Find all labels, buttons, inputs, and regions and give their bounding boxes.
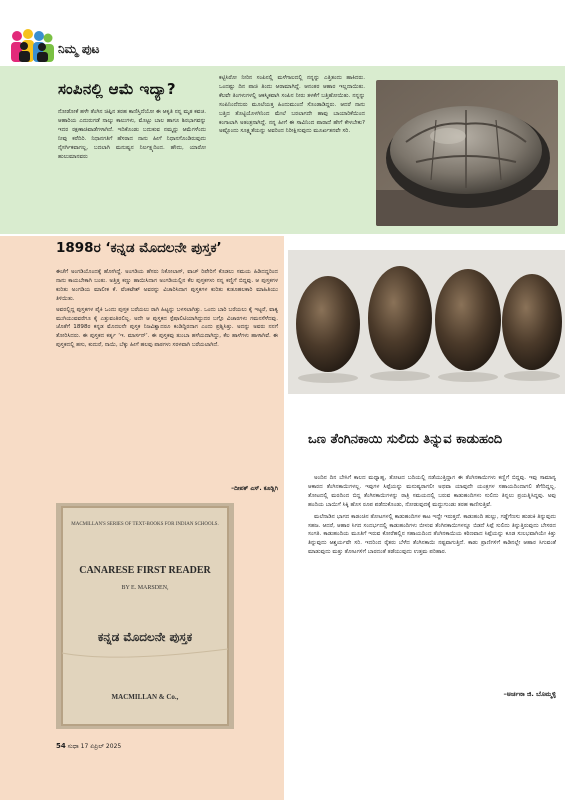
people-silhouettes-icon <box>10 26 54 62</box>
book-cover-author: BY E. MARSDEN, <box>121 585 169 591</box>
turtle-shell-photo <box>376 80 558 226</box>
dehusked-coconuts-photo <box>288 250 565 394</box>
coconut-article-paragraph: ಮಲೆನಾಡಿನ ಭಾಗದ ಕಾಡಂಚಿನ ತೋಟಗಳಲ್ಲಿ ಕಾಡುಹಂದಿಗಳ ಕಾಟ ಇದ್ದೇ ಇರುತ್ತದೆ. ಕಾಡುಹಂದಿ ಹುಲ್ಲು, ಗಡ್ಡೆಗೆಣಸು ಹುಡುಕಿ ತಿನ್ನುವುದು ಸಹಜ. ಆದರೆ, ಆಹಾರ ಸಿಗದ ಸಂದರ್ಭದಲ್ಲಿ ಕಾಡುಹಂದಿಗಳು ಬೀಳುವ ತೆಂಗಿನಕಾಯಿಗಳನ್ನೂ ಬಿಡದೆ ಸಿಪ್ಪೆ ಸುಲಿದು ತಿನ್ನುತ್ತಿರುವುದು ಬೇಸರದ ಸಂಗತಿ. ಕಾಡುಹಂದಿಯ ಮೂತಿಗೆ ಇರುವ ಕೋರೆಹಲ್ಲಿನ ಸಹಾಯದಿಂದ ತೆಂಗಿನಕಾಯಿಯ ಕಠಿಣವಾದ ಸಿಪ್ಪೆಯನ್ನು ಕೂಡ ಸುಲಭವಾಗಿಯೇ ಕಿತ್ತು ತಿನ್ನುವುದು ಆಶ್ಚರ್ಯವೇ ಸರಿ. ಇದರಿಂದ ರೈತರು ಬೆಳೆದ ತೆಂಗಿನಕಾಯಿ ನಷ್ಟವಾಗುತ್ತಿದೆ. ಕಾಡು ಪ್ರಾಣಿಗಳಿಗೆ ಕಾಡಿನಲ್ಲೇ ಆಹಾರ ಸಿಗುವಂತೆ ಮಾಡುವುದು ಮತ್ತು ತೋಟಗಳಿಗೆ ಬಾರದಂತೆ ತಡೆಯುವುದು ಉತ್ತಮ ಪರಿಹಾರ. <box>308 513 556 556</box>
book-cover-title: CANARESE FIRST READER <box>79 565 211 576</box>
page-number: 54 <box>56 742 66 750</box>
issue-info: ಸುಧಾ 17 ಏಪ್ರಿಲ್ 2025 <box>67 743 122 750</box>
turtle-article-title: ಸಂಪಿನಲ್ಲಿ ಆಮೆ ಇದ್ಯಾ? <box>58 80 176 98</box>
coconut-article-title: ಒಣ ತೆಂಗಿನಕಾಯಿ ಸುಲಿದು ತಿನ್ನುವ ಕಾಡುಹಂದಿ <box>308 432 503 447</box>
coconut-article-paragraph: ಅಂದಿನ ದಿನ ಬೇಸಿಗೆ ಕಾಲದ ಮಧ್ಯಾಹ್ನ, ತೋಟದ ಬದಿಯಲ್ಲಿ ನಡೆಯುತ್ತಿದ್ದಾಗ ಈ ತೆಂಗಿನಕಾಯಿಗಳು ಕಣ್ಣಿಗೆ ಬಿದ್ದವು. ಇವು ಸಾಮಾನ್ಯ ಆಕಾರದ ತೆಂಗಿನಕಾಯಿಗಳಲ್ಲ. ಇವುಗಳ ಸಿಪ್ಪೆಯನ್ನು ಮನುಷ್ಯರಾಗಲೀ ಅಥವಾ ಯಾವುದೇ ಯಂತ್ರಗಳ ಸಹಾಯದಿಂದಾಗಲಿ ತೆಗೆದಿದ್ದಲ್ಲ. ತೋಟದಲ್ಲಿ ಮರದಿಂದ ಬಿದ್ದ ತೆಂಗಿನಕಾಯಿಗಳನ್ನು ರಾತ್ರಿ ಸಮಯದಲ್ಲಿ ಬರುವ ಕಾಡುಹಂದಿಗಳು ಸುಲಿದು ತಿನ್ನಲು ಪ್ರಯತ್ನಿಸಿದ್ದವು. ಅವು ಹಂದಿಯ ಬಾಯಿಗೆ ಸಿಕ್ಕಿ ಹೊಸ ರೂಪ ಪಡೆದುಕೊಂಡು, ನೋಡುವುದಕ್ಕೆ ಮದ್ದುಗುಂಡು ತರಹ ಕಾಣಿಸುತ್ತಿವೆ. <box>308 475 556 508</box>
book-cover-photo <box>56 503 234 729</box>
page-header <box>0 0 565 62</box>
book-article-title: 1898ರ ‘ಕನ್ನಡ ಮೊದಲನೇ ಪುಸ್ತಕ’ <box>56 240 222 256</box>
book-article-paragraph: ಈಚೆಗೆ ಅಂಗಡಿಯೊಂದಕ್ಕೆ ಹೋಗಿದ್ದೆ. ಅಂಗಡಿಯ ಹೆಸರು ನಿಕೋಲಾಸ್, ವಾಚ್ ರಿಪೇರಿಗೆ ಕೊಡಲು ಸಮಯ ಹಿಡಿದದ್ದರಿಂದ ನಾನು ಕಾಯಬೇಕಾಗಿ ಬಂತು. ಅತ್ತಿತ್ತ ಕಣ್ಣು ಹಾಯಿಸಿದಾಗ ಅಂಗಡಿಯಲ್ಲಿನ ಕೆಲ ಪುಸ್ತಕಗಳು ನನ್ನ ಕಣ್ಣಿಗೆ ಬಿದ್ದವು. ಆ ಪುಸ್ತಕಗಳ ಕುರಿತು ಅಂಗಡಿಯ ಮಾಲೀಕ ಕೆ. ವೆಂಕಟೇಶ್ ಅವರನ್ನು ವಿಚಾರಿಸಿದಾಗ ಪುಸ್ತಕಗಳ ಕುರಿತು ಕುತೂಹಲಕಾರಿ ಮಾಹಿತಿಯು ತಿಳಿಯಿತು. <box>56 269 278 302</box>
page-footer <box>56 742 121 751</box>
book-article-body <box>56 268 278 352</box>
coconut-article-byline: –ಅರ್ಚನಾ ಜಿ. ಬೊಮ್ಮಳ್ಳಿ <box>503 690 556 698</box>
turtle-article-column-1: ನೋಡೋಕೆ ಹಳೇ ತೆಂಗಿನ ಚಿಪ್ಪಿನ ತರಹ ಕಾಣಿಸ್ತಿದೆಯೋ ಈ ಆಕೃತಿ ನನ್ನ ಮೃತ ಕವಚ. ಆಹಾರಿಯ ಎದುರುಗಡೆ ನಾಲ್ಕು ಕಾಲುಗಳು, ಮೊಟ್ಟು ಬಾಲ ಹಾಗೂ ಶಿರಭಾಗವನ್ನು ಇದರ ರಕ್ಷಣಾಚಿವಾಡೆಗಳಾಗಿದೆ. ಇದಿಕೊಂಡು ಬದುಕುವ ನಮ್ಮನ್ನು ಆಮೆಗಳೆಂದು ನೀವು ಕರೆದಿರಿ. ನಿಧಾನಗತಿಗೆ ಹೆಸರಾದ ನಾನು ಹೀಗೆ ನಿಧಾನಗೊಂಡಿರುವುದು ನೈಸರ್ಗಿಕವಾಗಲ್ಲ, ಬದಲಾಗಿ ಮನುಷ್ಯನ ನಿರ್ಲಕ್ಷ್ಯದಿಂದ. ಹೌದು, ಯಾರೋ ಹುಲುಮಾನವರು <box>58 109 206 160</box>
book-article-paragraph: ಅವರಲ್ಲಿದ್ದ ಪುಸ್ತಕಗಳ ಪೈಕಿ ಒಂದು ಪುಸ್ತಕ ಬರೆಯಲು ರಾಗಿ ಹಿಟ್ಟನ್ನು ಬಳಸಲಾಗಿತ್ತು. ಒಂದು ಬಾರಿ ಬರೆಯಲು ಕೈ ಇಟ್ಟರೆ, ವಾಕ್ಯ ಮುಗಿಯುವವರೆಗೂ ಕೈ ಎತ್ತುವಂತಿರಲಿಲ್ಲ. ಅದೇ ಆ ಪುಸ್ತಕದ ಸ್ಪೆಷಾಲಿಟಿಯಾಗಿದ್ದುದರ ಬಗ್ಗೊ ವಿಚಾರಗಳು ಗಮನಸೆಳೆದವು. ಜೊತೆಗೆ 1898ರ ಕನ್ನಡ ಮೊದಲನೇ ಪುಸ್ತಕ ನಿಜವಿಶ್ವಾದರೂ ಕಂಡಿದ್ದಿರದಾಗ ಎಂದು ಪ್ರಶ್ನಿಸಿತ್ತು. ಅದನ್ನು ಅವರು ನನಗೆ ತೋರಿಸಿದರು. ಈ ಪುಸ್ತಕದ ಕರ್ತೃ ‘ಇ. ಮಾರ್ಸನ್’. ಈ ಪುಸ್ತಕವು ತುಂಬಾ ಹಳೆಯದಾಗಿದ್ದು, ಕೆಲ ಹಾಳೆಗಳು ಹಾಳಾಗಿವೆ. ಈ ಪುಸ್ತಕದಲ್ಲಿ ಹಸು, ಕುದುರೆ, ನಾಯಿ, ಬೆಕ್ಕು ಹೀಗೆ ಹಲವು ಪಾಠಗಳು ಸರಳವಾಗಿ ಬರೆಯಲಾಗಿದೆ. <box>56 306 278 349</box>
turtle-article-column-2: ಕಟ್ಟಿಸಿರೋ ನೀರಿನ ಸಂಪಿನಲ್ಲಿ ಮಳೆಗಾಲದಲ್ಲಿ ನನ್ನನ್ನು ಎತ್ತಿತಂದು ಹಾಕಿದರು. ಒಂದಷ್ಟು ದಿನ ಪಾಚಿ ತಿಂದು ಆರಾಮಾಗಿದ್ದೆ. ಆನಂತರ ಆಹಾರ ಇಲ್ಲದಾಯಿತು. ಕೆಲವೇ ತಿಂಗಳುಗಳಲ್ಲಿ ಆಕಸ್ಮಿಕವಾಗಿ ಸಂಪಿನ ನೀರು ತಳಕೆಗೆ ಬತ್ತಿಹೋಯಿತು. ನನ್ನನ್ನು ಸಂಪಿನಿಂದೆದುರು ಮೂಲೆಯತ್ತ ಹಿಂದುಮುಂದೆ ಸೊಂಡಾಡಿದ್ದರು. ಆದರೆ ನಾನು ಬತ್ತಿದ ತೊಟ್ಟಿಯೊಳಗಿನಿಂದ ಮೇಲೆ ಬರಲಾಗದೇ ಹಾವು ಬಾಯಾರಿಕೆಯಿಂದ ಕಂಗಾಲಾಗಿ ಅತಂತ್ರನಾಗಿದ್ದೆ. ನನ್ನ ಹೀಗೆ ಈ ಸಾವಿನಿಂದ ಪಾರಾದೆ ಹೇಗೆ ಕೇಳಬೇಕು? ಅಷ್ಟೊಂದು ಸೂಕ್ಷ್ಮತೆಯನ್ನು ಅವರಿಂದ ನಿರೀಕ್ಷಿಸುವುದು ಮೂರ್ಖತನವೇ ಸರಿ. <box>219 75 365 135</box>
book-cover-publisher: MACMILLAN & Co., <box>111 693 179 701</box>
section-label: ನಿಮ್ಮ ಪುಟ <box>58 42 100 56</box>
book-cover-kannada-title: ಕನ್ನಡ ಮೊದಲನೇ ಪುಸ್ತಕ <box>97 630 193 644</box>
book-cover-series: MACMILLAN'S SERIES OF TEXT-BOOKS FOR INDIAN SCHOOLS. <box>71 522 219 527</box>
book-article-byline: –ದೀಪಕ್ ಎಸ್. ಕೂಡ್ಲಿಗಿ <box>231 485 278 492</box>
coconut-article-body <box>308 474 556 560</box>
